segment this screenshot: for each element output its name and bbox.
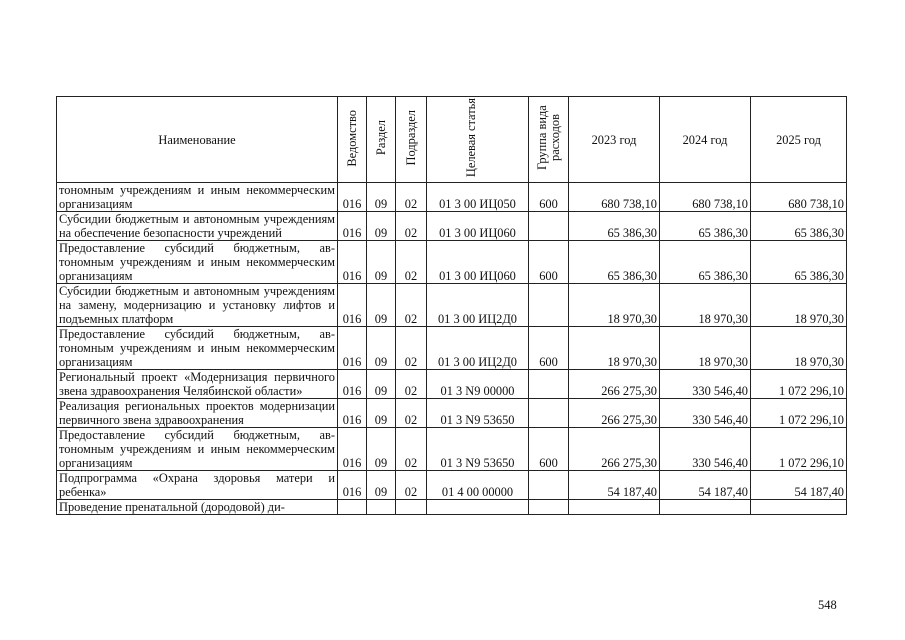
- row-subsection: 02: [396, 471, 427, 500]
- row-group: 600: [529, 241, 569, 284]
- row-group: 600: [529, 327, 569, 370]
- row-2025: 1 072 296,10: [751, 399, 847, 428]
- table-row: [57, 212, 847, 241]
- row-subsection: 02: [396, 370, 427, 399]
- row-group: [529, 212, 569, 241]
- header-subsection: Подраздел: [396, 97, 427, 183]
- row-name: Субсидии бюджетным и автономным учреждениям на замену, модернизацию и установку лифтов и подъемных платформ: [57, 284, 338, 327]
- table-row: [57, 471, 847, 500]
- row-target: 01 4 00 00000: [427, 471, 529, 500]
- table-row: [57, 428, 847, 471]
- table-row: [57, 399, 847, 428]
- header-section: Раздел: [367, 97, 396, 183]
- row-name: Подпрограмма «Охрана здоровья матери и ребенка»: [57, 471, 338, 500]
- row-dept: 016: [338, 327, 367, 370]
- row-dept: 016: [338, 471, 367, 500]
- row-2025: 1 072 296,10: [751, 428, 847, 471]
- row-group: [529, 370, 569, 399]
- row-section: 09: [367, 399, 396, 428]
- row-target: 01 3 00 ИЦ060: [427, 212, 529, 241]
- row-subsection: 02: [396, 327, 427, 370]
- row-dept: 016: [338, 183, 367, 212]
- row-target: 01 3 N9 53650: [427, 428, 529, 471]
- row-2024: 54 187,40: [660, 471, 751, 500]
- row-target: 01 3 N9 00000: [427, 370, 529, 399]
- row-dept: 016: [338, 370, 367, 399]
- row-section: 09: [367, 183, 396, 212]
- header-2024: 2024 год: [660, 97, 751, 183]
- row-group: [529, 284, 569, 327]
- row-name: Предоставление субсидий бюджетным, автономным учреждениям и иным некоммерческим организациям: [57, 327, 338, 370]
- row-subsection: 02: [396, 284, 427, 327]
- row-dept: 016: [338, 212, 367, 241]
- row-2025: 1 072 296,10: [751, 370, 847, 399]
- table-row: [57, 370, 847, 399]
- row-group: 600: [529, 428, 569, 471]
- row-dept: 016: [338, 428, 367, 471]
- row-name: Региональный проект «Модернизация первичного звена здравоохранения Челябинской области»: [57, 370, 338, 399]
- row-name: Субсидии бюджетным и автономным учреждениям на обеспечение безопасности учреждений: [57, 212, 338, 241]
- row-2024: 330 546,40: [660, 370, 751, 399]
- row-subsection: 02: [396, 241, 427, 284]
- header-dept: Ведомство: [338, 97, 367, 183]
- header-2023: 2023 год: [569, 97, 660, 183]
- table-row: [57, 284, 847, 327]
- row-2023: 65 386,30: [569, 212, 660, 241]
- row-2024: 65 386,30: [660, 241, 751, 284]
- row-2024: 65 386,30: [660, 212, 751, 241]
- row-target: 01 3 00 ИЦ050: [427, 183, 529, 212]
- header-2025: 2025 год: [751, 97, 847, 183]
- row-subsection: 02: [396, 428, 427, 471]
- row-group: 600: [529, 183, 569, 212]
- row-section: 09: [367, 284, 396, 327]
- row-dept: 016: [338, 399, 367, 428]
- row-2024: 18 970,30: [660, 327, 751, 370]
- row-target: 01 3 00 ИЦ2Д0: [427, 284, 529, 327]
- row-2023: 266 275,30: [569, 370, 660, 399]
- row-2025: 18 970,30: [751, 327, 847, 370]
- table-row-partial: [57, 500, 847, 515]
- row-section: 09: [367, 212, 396, 241]
- row-2023: 18 970,30: [569, 327, 660, 370]
- row-group: [529, 471, 569, 500]
- row-name: тономным учреждениям и иным некоммерческим организациям: [57, 183, 338, 212]
- row-2023: 54 187,40: [569, 471, 660, 500]
- row-name: Предоставление субсидий бюджетным, автономным учреждениям и иным некоммерческим организациям: [57, 241, 338, 284]
- header-group: Группа вида расходов: [529, 97, 569, 183]
- row-2024: 18 970,30: [660, 284, 751, 327]
- row-2023: 18 970,30: [569, 284, 660, 327]
- row-section: 09: [367, 241, 396, 284]
- table-row: [57, 183, 847, 212]
- table-row: [57, 241, 847, 284]
- row-group: [529, 399, 569, 428]
- row-2024: 680 738,10: [660, 183, 751, 212]
- row-section: 09: [367, 370, 396, 399]
- row-2025: 18 970,30: [751, 284, 847, 327]
- row-2025: 54 187,40: [751, 471, 847, 500]
- row-2025: 65 386,30: [751, 212, 847, 241]
- row-subsection: 02: [396, 183, 427, 212]
- row-section: 09: [367, 471, 396, 500]
- row-2025: 65 386,30: [751, 241, 847, 284]
- table-header-row: [57, 97, 847, 183]
- row-subsection: 02: [396, 212, 427, 241]
- row-2025: 680 738,10: [751, 183, 847, 212]
- row-name: Реализация региональных проектов модернизации первичного звена здравоохранения: [57, 399, 338, 428]
- header-name: Наименование: [57, 97, 338, 183]
- budget-table: [56, 96, 847, 515]
- row-name: Предоставление субсидий бюджетным, автономным учреждениям и иным некоммерческим организациям: [57, 428, 338, 471]
- row-2023: 266 275,30: [569, 399, 660, 428]
- table-row: [57, 327, 847, 370]
- row-2024: 330 546,40: [660, 428, 751, 471]
- row-name: Проведение пренатальной (дородовой) ди-: [57, 500, 338, 515]
- page-number: 548: [818, 598, 837, 612]
- row-2023: 266 275,30: [569, 428, 660, 471]
- header-target: Целевая статья: [427, 97, 529, 183]
- row-2023: 65 386,30: [569, 241, 660, 284]
- row-section: 09: [367, 327, 396, 370]
- row-2023: 680 738,10: [569, 183, 660, 212]
- row-target: 01 3 00 ИЦ2Д0: [427, 327, 529, 370]
- row-dept: 016: [338, 241, 367, 284]
- row-target: 01 3 00 ИЦ060: [427, 241, 529, 284]
- row-subsection: 02: [396, 399, 427, 428]
- row-target: 01 3 N9 53650: [427, 399, 529, 428]
- row-section: 09: [367, 428, 396, 471]
- row-2024: 330 546,40: [660, 399, 751, 428]
- row-dept: 016: [338, 284, 367, 327]
